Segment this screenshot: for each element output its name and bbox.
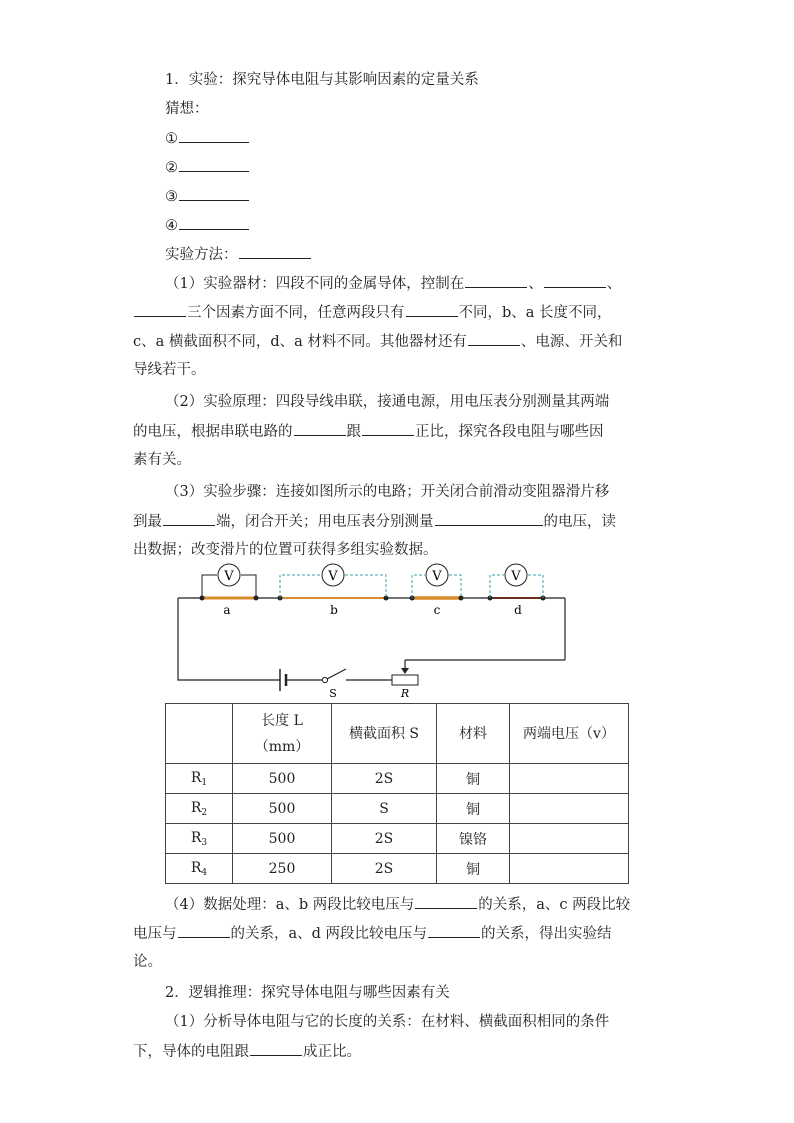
text: 、 — [528, 276, 543, 292]
guess-marker: ① — [165, 131, 178, 147]
guess-marker: ② — [165, 160, 178, 176]
text: 正比，探究各段电阻与哪些因 — [415, 424, 604, 440]
method-line — [165, 244, 312, 265]
text: 的电压，读 — [543, 514, 616, 530]
table-row — [166, 764, 629, 794]
segment-label-c: c — [433, 603, 441, 617]
text: 的关系，a、c 两段比较 — [478, 897, 631, 913]
q2-p1-line-1: （1）分析导体电阻与它的长度的关系：在材料、横截面积相同的条件 — [165, 1014, 610, 1030]
table-row — [166, 824, 629, 854]
voltmeter-label: V — [224, 569, 234, 584]
text: c、a 横截面积不同，d、a 材料不同。其他器材还有 — [133, 334, 467, 350]
answer-blank[interactable] — [468, 331, 520, 346]
guess-item-1 — [165, 128, 250, 149]
text: 下，导体的电阻跟 — [133, 1044, 249, 1060]
answer-blank[interactable] — [163, 511, 215, 526]
answer-blank[interactable] — [179, 128, 249, 143]
voltmeter-lead — [280, 575, 321, 598]
p4-line-1 — [165, 894, 630, 915]
text: 不同，b、a 长度不同， — [458, 305, 612, 321]
answer-blank[interactable] — [435, 511, 543, 526]
text: 、 — [606, 276, 622, 292]
voltage-cell[interactable] — [510, 824, 629, 854]
answer-blank[interactable] — [179, 186, 249, 201]
answer-blank[interactable] — [179, 157, 249, 172]
p2-line-3: 素有关。 — [133, 452, 191, 468]
material-cell: 镍铬 — [437, 824, 510, 854]
voltmeter-label: V — [432, 569, 442, 584]
voltmeter-lead — [528, 575, 543, 598]
resistor-cell — [166, 764, 233, 794]
text: 的电压，根据串联电路的 — [133, 424, 293, 440]
text: 的关系，得出实验结 — [481, 926, 612, 942]
answer-blank[interactable] — [465, 273, 527, 288]
answer-blank[interactable] — [134, 302, 186, 317]
p1-line-3 — [133, 331, 622, 352]
method-label: 实验方法： — [165, 247, 238, 263]
text: 电压与 — [133, 926, 177, 942]
length-cell: 500 — [233, 794, 332, 824]
switch-terminal — [322, 677, 327, 682]
p3-line-1: （3）实验步骤：连接如图所示的电路；开关闭合前滑动变阻器滑片移 — [165, 484, 610, 500]
length-cell: 500 — [233, 764, 332, 794]
text: R — [190, 859, 202, 876]
answer-blank[interactable] — [179, 215, 249, 230]
data-table — [165, 703, 629, 884]
material-cell: 铜 — [437, 794, 510, 824]
text: 、电源、开关和 — [520, 334, 623, 350]
table-header-cell: 材料 — [437, 704, 510, 764]
voltmeter-lead — [490, 575, 504, 598]
segment-label-d: d — [514, 603, 522, 617]
rheostat-body — [392, 675, 418, 685]
voltage-cell[interactable] — [510, 794, 629, 824]
text: R — [190, 799, 202, 816]
resistor-cell — [166, 794, 233, 824]
area-cell: 2S — [332, 824, 437, 854]
answer-blank[interactable] — [178, 923, 230, 938]
answer-blank[interactable] — [294, 421, 346, 436]
guess-label: 猜想： — [165, 101, 209, 117]
table-header-row — [166, 704, 629, 764]
table-header-cell: 两端电压（v） — [510, 704, 629, 764]
switch-lever[interactable] — [327, 669, 346, 679]
header-length: 长度 L — [261, 712, 303, 729]
text: 的关系，a、d 两段比较电压与 — [230, 926, 428, 942]
p1-line-2 — [133, 302, 612, 323]
rheostat-label: R — [400, 687, 410, 700]
answer-blank[interactable] — [362, 421, 414, 436]
text: 跟 — [346, 424, 361, 440]
p1-line-1 — [165, 273, 621, 294]
p2-line-2 — [133, 421, 604, 442]
answer-blank[interactable] — [239, 244, 311, 259]
segment-label-b: b — [330, 603, 338, 617]
answer-blank[interactable] — [250, 1041, 302, 1056]
question-1-title: 1．实验：探究导体电阻与其影响因素的定量关系 — [165, 72, 479, 88]
table-header-cell — [233, 704, 332, 764]
voltage-cell[interactable] — [510, 854, 629, 884]
guess-item-4 — [165, 215, 250, 236]
resistor-cell — [166, 854, 233, 884]
text: R — [190, 829, 202, 846]
q2-p1-line-2 — [133, 1041, 361, 1062]
answer-blank[interactable] — [544, 273, 606, 288]
table-header-cell — [166, 704, 233, 764]
subscript: 1 — [201, 777, 208, 788]
text: （1）实验器材：四段不同的金属导体，控制在 — [165, 276, 465, 292]
voltmeter-lead — [449, 575, 461, 598]
voltmeter-label: V — [511, 569, 521, 584]
text: 端，闭合开关；用电压表分别测量 — [216, 514, 434, 530]
table-row — [166, 854, 629, 884]
p3-line-3: 出数据；改变滑片的位置可获得多组实验数据。 — [133, 542, 438, 558]
subscript: 2 — [201, 807, 208, 818]
text: 三个因素方面不同，任意两段只有 — [187, 305, 405, 321]
table-header-cell: 横截面积 S — [332, 704, 437, 764]
voltmeter-lead — [345, 575, 386, 598]
voltage-cell[interactable] — [510, 764, 629, 794]
p4-line-3: 论。 — [133, 954, 162, 970]
voltmeter-lead — [241, 575, 256, 598]
area-cell: 2S — [332, 854, 437, 884]
voltmeter-label: V — [328, 569, 338, 584]
answer-blank[interactable] — [415, 894, 477, 909]
answer-blank[interactable] — [406, 302, 458, 317]
table-row — [166, 794, 629, 824]
guess-item-3 — [165, 186, 250, 207]
material-cell: 铜 — [437, 764, 510, 794]
guess-item-2 — [165, 157, 250, 178]
p3-line-2 — [133, 511, 616, 532]
subscript: 3 — [201, 837, 208, 848]
subscript: 4 — [201, 867, 208, 878]
p1-line-4: 导线若干。 — [133, 362, 206, 378]
text: 到最 — [133, 514, 162, 530]
area-cell: 2S — [332, 764, 437, 794]
circuit-diagram — [170, 560, 570, 702]
text: （4）数据处理：a、b 两段比较电压与 — [165, 897, 415, 913]
header-unit: （mm） — [254, 738, 310, 755]
voltmeter-lead — [412, 575, 425, 598]
voltmeter-lead — [202, 575, 217, 598]
text: R — [190, 769, 202, 786]
segment-label-a: a — [223, 603, 231, 617]
guess-marker: ③ — [165, 189, 178, 205]
p2-line-1: （2）实验原理：四段导线串联，接通电源，用电压表分别测量其两端 — [165, 394, 610, 410]
question-2-title: 2．逻辑推理：探究导体电阻与哪些因素有关 — [165, 985, 450, 1001]
switch-label: S — [329, 687, 337, 700]
guess-marker: ④ — [165, 218, 178, 234]
area-cell: S — [332, 794, 437, 824]
material-cell: 铜 — [437, 854, 510, 884]
resistor-cell — [166, 824, 233, 854]
text: 成正比。 — [303, 1044, 361, 1060]
slider-arrow-icon — [401, 668, 409, 674]
node — [459, 596, 464, 601]
length-cell: 500 — [233, 824, 332, 854]
p4-line-2 — [133, 923, 612, 944]
length-cell: 250 — [233, 854, 332, 884]
answer-blank[interactable] — [428, 923, 480, 938]
